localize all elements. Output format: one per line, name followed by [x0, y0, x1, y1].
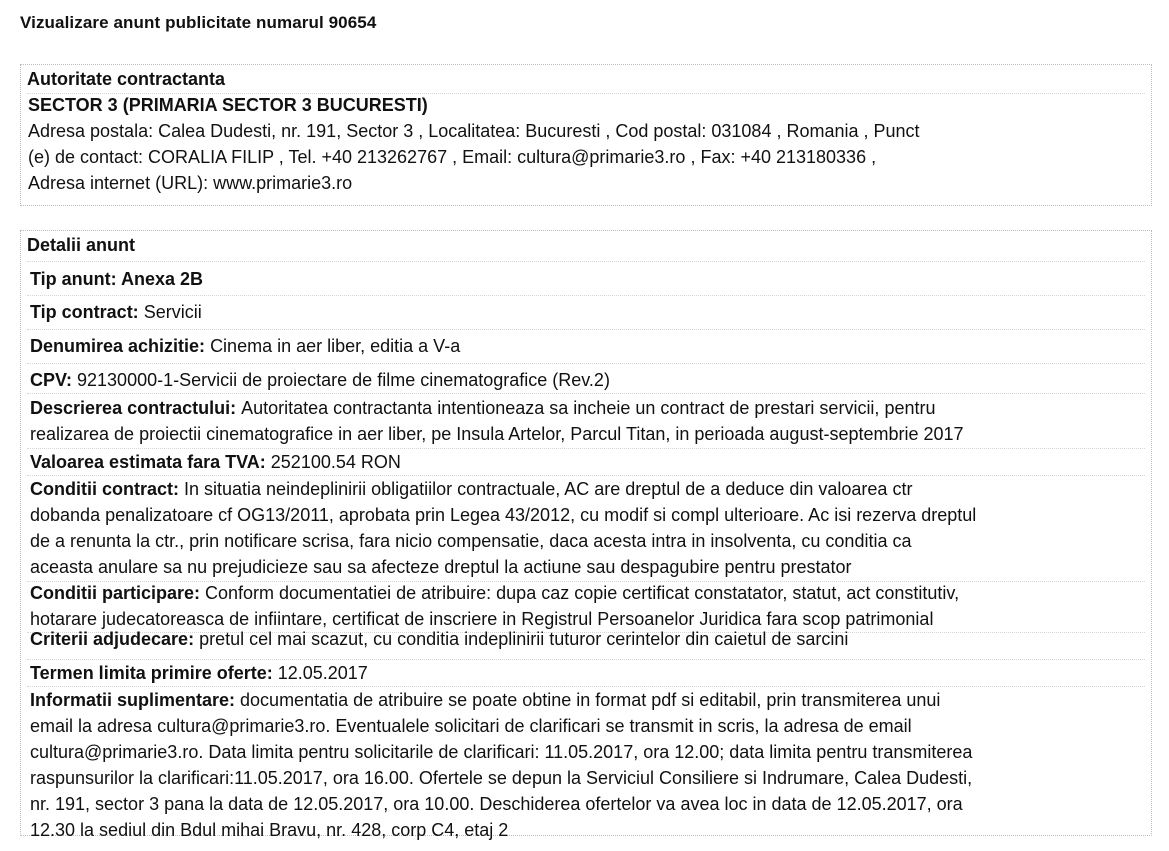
field-label: Conditii participare: — [30, 583, 201, 603]
field-conditii-contract — [30, 476, 1148, 580]
authority-section — [20, 64, 1152, 206]
field-value: de a renunta la ctr., prin notificare scrisa, fara nicio compensatie, daca acesta intra in insolventa, cu conditia ca — [30, 531, 912, 551]
field-label: Criterii adjudecare: — [30, 629, 195, 649]
field-value: 12.05.2017 — [277, 663, 368, 683]
field-tip-anunt — [30, 266, 1148, 292]
page-title: Vizualizare anunt publicitate numarul 90654 — [20, 13, 377, 32]
divider — [27, 93, 1145, 94]
field-termen — [30, 660, 1148, 686]
field-label: Descrierea contractului: — [30, 398, 237, 418]
field-informatii — [30, 687, 1148, 843]
field-value: cultura@primarie3.ro. Data limita pentru solicitarile de clarificari: 11.05.2017, ora 12.00; data limita pentru transmiterea — [30, 742, 973, 762]
field-value: documentatia de atribuire se poate obtine in format pdf si editabil, prin transmiterea unui — [240, 690, 941, 710]
divider — [27, 329, 1145, 330]
field-denumire — [30, 333, 1148, 359]
authority-address-line-2: (e) de contact: CORALIA FILIP , Tel. +40 213262767 , Email: cultura@primarie3.ro , Fax: +40 213180336 , — [28, 147, 877, 167]
field-cpv — [30, 367, 1148, 393]
field-value: hotarare judecatoreasca de infiintare, certificat de inscriere in Registrul Persoanelor Juridica fara scop patrimonial — [30, 609, 934, 629]
field-label: Valoarea estimata fara TVA: — [30, 452, 266, 472]
field-value: nr. 191, sector 3 pana la data de 12.05.2017, ora 10.00. Deschiderea ofertelor va avea loc in data de 12.05.2017, ora — [30, 794, 963, 814]
field-label: Termen limita primire oferte: — [30, 663, 273, 683]
field-label: Tip anunt: Anexa 2B — [30, 269, 204, 289]
details-section — [20, 230, 1152, 840]
field-label: Informatii suplimentare: — [30, 690, 236, 710]
field-descriere — [30, 395, 1148, 447]
field-label: Tip contract: — [30, 302, 139, 322]
field-value: Servicii — [143, 302, 202, 322]
field-value: 252100.54 RON — [270, 452, 401, 472]
field-value: raspunsurilor la clarificari:11.05.2017, ora 16.00. Ofertele se depun la Serviciul Consiliere si Indrumare, Calea Dudesti, — [30, 768, 973, 788]
field-label: CPV: — [30, 370, 73, 390]
details-heading: Detalii anunt — [27, 235, 136, 255]
field-value: Conform documentatiei de atribuire: dupa caz copie certificat constatator, statut, act constitutiv, — [205, 583, 960, 603]
field-criterii — [30, 626, 1148, 652]
field-value: realizarea de proiectii cinematografice in aer liber, pe Insula Artelor, Parcul Titan, in perioada august-septembrie 2017 — [30, 424, 964, 444]
field-value: 12.30 la sediul din Bdul mihai Bravu, nr. 428, corp C4, etaj 2 — [30, 820, 509, 840]
authority-name: SECTOR 3 (PRIMARIA SECTOR 3 BUCURESTI) — [28, 95, 428, 115]
field-value: 92130000-1-Servicii de proiectare de filme cinematografice (Rev.2) — [77, 370, 610, 390]
divider — [27, 393, 1145, 394]
field-value: email la adresa cultura@primarie3.ro. Eventualele solicitari de clarificari se transmit in scris, la adresa de email — [30, 716, 912, 736]
field-value: pretul cel mai scazut, cu conditia indeplinirii tuturor cerintelor din caietul de sarcini — [199, 629, 849, 649]
field-tip-contract — [30, 299, 1148, 325]
authority-address-line-3: Adresa internet (URL): www.primarie3.ro — [28, 173, 353, 193]
authority-heading: Autoritate contractanta — [27, 69, 226, 89]
divider — [27, 261, 1145, 262]
field-value: Autoritatea contractanta intentioneaza sa incheie un contract de prestari servicii, pentru — [241, 398, 936, 418]
field-label: Denumirea achizitie: — [30, 336, 206, 356]
authority-address-line-1: Adresa postala: Calea Dudesti, nr. 191, Sector 3 , Localitatea: Bucuresti , Cod postal: 031084 , Romania , Punct — [28, 121, 920, 141]
field-value: dobanda penalizatoare cf OG13/2011, aprobata prin Legea 43/2012, cu modif si compl ulterioare. Ac isi rezerva dreptul — [30, 505, 977, 525]
field-value: aceasta anulare sa nu prejudicieze sau sa afecteze dreptul la actiune sau despagubire pentru prestator — [30, 557, 852, 577]
field-valoare — [30, 449, 1148, 475]
divider — [27, 363, 1145, 364]
field-conditii-participare — [30, 580, 1148, 632]
field-label: Conditii contract: — [30, 479, 179, 499]
field-value: In situatia neindeplinirii obligatiilor contractuale, AC are dreptul de a deduce din valoarea ctr — [184, 479, 913, 499]
field-value: Cinema in aer liber, editia a V-a — [210, 336, 461, 356]
divider — [27, 295, 1145, 296]
